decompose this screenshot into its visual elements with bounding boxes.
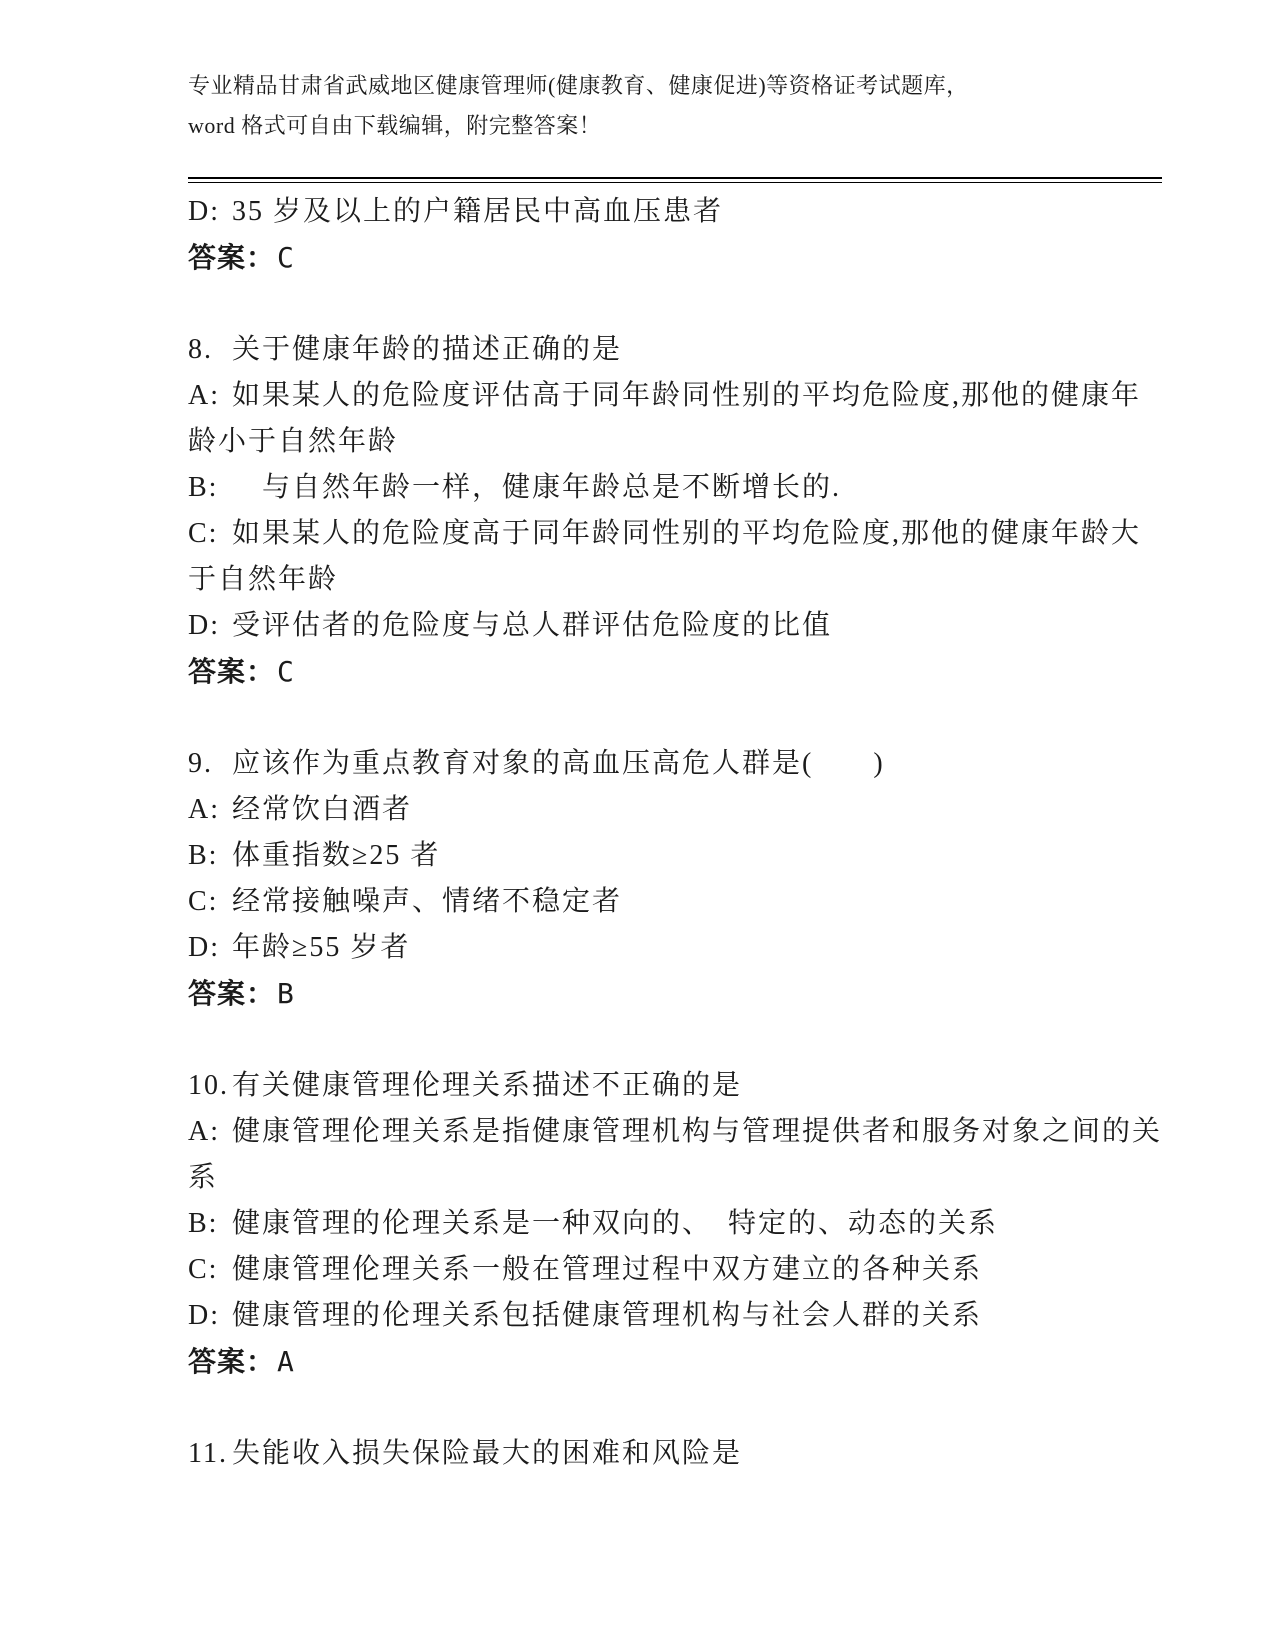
option-text: 体重指数≥25 者 <box>232 840 441 871</box>
option-letter: C: <box>188 1254 219 1285</box>
option-text: 如果某人的危险度评估高于同年龄同性别的平均危险度,那他的健康年龄小于自然年龄 <box>188 380 1142 457</box>
option-letter: C: <box>188 518 219 549</box>
question-text: 有关健康管理伦理关系描述不正确的是 <box>232 1070 743 1101</box>
option-letter: A: <box>188 380 220 411</box>
option-letter: A: <box>188 794 220 825</box>
answer-letter: A <box>277 1345 295 1378</box>
option-text: 健康管理的伦理关系包括健康管理机构与社会人群的关系 <box>232 1300 983 1331</box>
question-number: 9. <box>188 748 213 779</box>
answer-label: 答案： <box>188 978 276 1009</box>
option-text: 经常饮白酒者 <box>232 794 413 825</box>
option-line <box>188 465 1162 511</box>
answer-label: 答案： <box>188 1346 276 1377</box>
option-text: 年龄≥55 岁者 <box>232 932 411 963</box>
answer-line <box>188 1339 1162 1385</box>
option-letter: B: <box>188 472 219 503</box>
answer-label: 答案： <box>188 656 276 687</box>
page-header <box>0 0 1275 146</box>
answer-letter: C <box>277 241 295 274</box>
answer-line <box>188 235 1162 281</box>
question-number: 8. <box>188 334 213 365</box>
question-text: 应该作为重点教育对象的高血压高危人群是( ) <box>232 748 885 779</box>
question-block-10 <box>188 1063 1162 1385</box>
option-line <box>188 787 1162 833</box>
option-line <box>188 1293 1162 1339</box>
option-letter: D: <box>188 1300 220 1331</box>
question-line <box>188 327 1162 373</box>
option-line <box>188 1109 1162 1201</box>
option-line <box>188 1201 1162 1247</box>
question-block-9 <box>188 741 1162 1017</box>
question-number: 10. <box>188 1070 229 1101</box>
question-line <box>188 741 1162 787</box>
header-line-2: word 格式可自由下载编辑，附完整答案！ <box>188 113 602 138</box>
option-letter: D: <box>188 196 220 227</box>
question-block-11 <box>188 1431 1162 1477</box>
option-text: 与自然年龄一样，健康年龄总是不断增长的. <box>232 472 842 503</box>
question-line <box>188 1063 1162 1109</box>
document-body <box>0 183 1275 1477</box>
answer-line <box>188 971 1162 1017</box>
option-letter: A: <box>188 1116 220 1147</box>
option-line <box>188 189 1162 235</box>
option-letter: B: <box>188 1208 219 1239</box>
option-letter: C: <box>188 886 219 917</box>
option-line <box>188 373 1162 465</box>
option-line <box>188 511 1162 603</box>
answer-letter: B <box>277 977 295 1010</box>
answer-label: 答案： <box>188 242 276 273</box>
option-text: 受评估者的危险度与总人群评估危险度的比值 <box>232 610 833 641</box>
question-number: 11. <box>188 1438 228 1469</box>
option-letter: B: <box>188 840 219 871</box>
answer-letter: C <box>277 655 295 688</box>
header-line-1: 专业精品甘肃省武威地区健康管理师(健康教育、健康促进)等资格证考试题库， <box>188 73 969 98</box>
option-text: 健康管理伦理关系是指健康管理机构与管理提供者和服务对象之间的关系 <box>188 1116 1163 1193</box>
question-text: 关于健康年龄的描述正确的是 <box>232 334 623 365</box>
option-text: 健康管理的伦理关系是一种双向的、 特定的、动态的关系 <box>232 1208 999 1239</box>
option-text: 35 岁及以上的户籍居民中高血压患者 <box>232 196 724 227</box>
option-line <box>188 833 1162 879</box>
option-text: 如果某人的危险度高于同年龄同性别的平均危险度,那他的健康年龄大于自然年龄 <box>188 518 1142 595</box>
question-text: 失能收入损失保险最大的困难和风险是 <box>232 1438 743 1469</box>
option-letter: D: <box>188 932 220 963</box>
option-line <box>188 603 1162 649</box>
carryover-block <box>188 189 1162 281</box>
answer-line <box>188 649 1162 695</box>
question-block-8 <box>188 327 1162 695</box>
option-text: 健康管理伦理关系一般在管理过程中双方建立的各种关系 <box>232 1254 983 1285</box>
option-line <box>188 925 1162 971</box>
question-line <box>188 1431 1162 1477</box>
option-line <box>188 1247 1162 1293</box>
option-letter: D: <box>188 610 220 641</box>
option-text: 经常接触噪声、情绪不稳定者 <box>232 886 623 917</box>
option-line <box>188 879 1162 925</box>
